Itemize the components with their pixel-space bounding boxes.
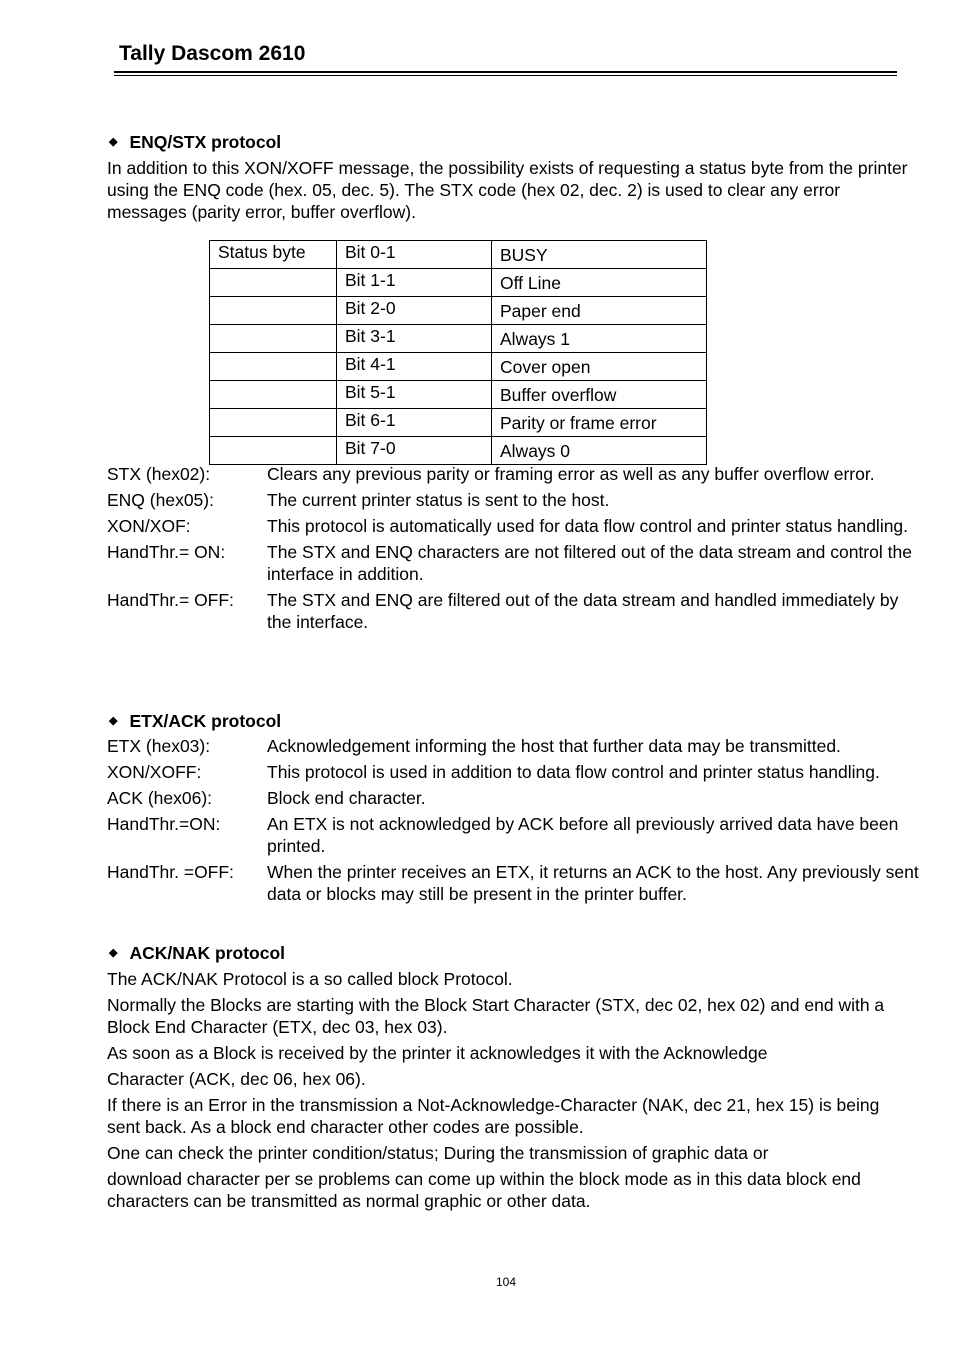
definition-term: ACK (hex06): <box>107 788 213 808</box>
page-number: 104 <box>495 1275 517 1289</box>
status-label-cell: Status byte <box>210 241 337 269</box>
definition-row <box>107 813 919 857</box>
section-heading-text: ACK/NAK protocol <box>129 943 286 963</box>
bit-cell: Bit 0-1 <box>337 241 492 269</box>
definition-description: Acknowledgement informing the host that further data may be transmitted. <box>267 736 841 756</box>
status-label-cell <box>210 409 337 437</box>
table-row <box>210 409 707 437</box>
status-label-cell <box>210 325 337 353</box>
definition-term: ETX (hex03): <box>107 736 211 756</box>
meaning-cell: Cover open <box>492 353 707 381</box>
status-label-cell <box>210 297 337 325</box>
meaning-cell: Off Line <box>492 269 707 297</box>
status-label-cell <box>210 437 337 465</box>
definition-description: When the printer receives an ETX, it returns an ACK to the host. Any previously sent data or blocks may still be present in the printer buffer. <box>267 862 919 904</box>
diamond-bullet-icon: ◆ <box>109 715 118 727</box>
status-label-cell <box>210 381 337 409</box>
diamond-bullet-icon: ◆ <box>109 136 118 148</box>
definition-term: XON/XOFF: <box>107 762 202 782</box>
table-row <box>210 269 707 297</box>
definition-term: HandThr.= OFF: <box>107 590 234 610</box>
header-rule-thin <box>114 75 897 76</box>
paragraph: Normally the Blocks are starting with the Block Start Character (STX, dec 02, hex 02) and end with a Block End Character (ETX, dec 03, hex 03). <box>107 995 885 1037</box>
bit-cell: Bit 6-1 <box>337 409 492 437</box>
bit-cell: Bit 5-1 <box>337 381 492 409</box>
bit-cell: Bit 7-0 <box>337 437 492 465</box>
etx-ack-section <box>107 710 917 732</box>
definition-description: The STX and ENQ are filtered out of the data stream and handled immediately by the interface. <box>267 590 899 632</box>
status-label-cell <box>210 353 337 381</box>
definition-term: XON/XOF: <box>107 516 191 536</box>
bit-cell: Bit 4-1 <box>337 353 492 381</box>
paragraph: If there is an Error in the transmission a Not-Acknowledge-Character (NAK, dec 21, hex 15) is being sent back. As a block end character other codes are possible. <box>107 1095 880 1137</box>
definition-description: This protocol is used in addition to data flow control and printer status handling. <box>267 762 880 782</box>
definition-row <box>107 589 919 633</box>
section-heading-text: ENQ/STX protocol <box>129 132 282 152</box>
paragraph: As soon as a Block is received by the printer it acknowledges it with the Acknowledge <box>107 1043 768 1063</box>
definition-term: HandThr.= ON: <box>107 542 226 562</box>
definition-row <box>107 489 919 511</box>
paragraph: One can check the printer condition/status; During the transmission of graphic data or <box>107 1143 769 1163</box>
definition-term: HandThr.=ON: <box>107 814 221 834</box>
bit-cell: Bit 1-1 <box>337 269 492 297</box>
table-row <box>210 325 707 353</box>
definition-row <box>107 515 919 537</box>
etx-ack-definitions <box>107 735 919 909</box>
table-row <box>210 297 707 325</box>
diamond-bullet-icon: ◆ <box>109 947 118 959</box>
enq-stx-intro: In addition to this XON/XOFF message, the possibility exists of requesting a status byte from the printer using the ENQ code (hex. 05, dec. 5). The STX code (hex 02, dec. 2) is used to clear any error messages (parity error, buffer overflow). <box>107 158 908 222</box>
bit-cell: Bit 3-1 <box>337 325 492 353</box>
definition-row <box>107 735 919 757</box>
definition-row <box>107 761 919 783</box>
status-label-cell <box>210 269 337 297</box>
table-row <box>210 353 707 381</box>
enq-stx-definitions <box>107 463 919 637</box>
paragraph: The ACK/NAK Protocol is a so called block Protocol. <box>107 969 513 989</box>
bit-cell: Bit 2-0 <box>337 297 492 325</box>
definition-description: The STX and ENQ characters are not filtered out of the data stream and control the interface in addition. <box>267 542 912 584</box>
header-rule <box>114 71 897 73</box>
definition-row <box>107 541 919 585</box>
meaning-cell: Buffer overflow <box>492 381 707 409</box>
meaning-cell: Always 1 <box>492 325 707 353</box>
meaning-cell: BUSY <box>492 241 707 269</box>
table-row <box>210 241 707 269</box>
definition-description: The current printer status is sent to the host. <box>267 490 610 510</box>
enq-stx-section <box>107 131 917 223</box>
section-heading <box>107 942 917 964</box>
definition-description: Clears any previous parity or framing error as well as any buffer overflow error. <box>267 464 875 484</box>
definition-description: Block end character. <box>267 788 426 808</box>
section-heading-text: ETX/ACK protocol <box>129 711 282 731</box>
definition-term: HandThr. =OFF: <box>107 862 234 882</box>
meaning-cell: Always 0 <box>492 437 707 465</box>
section-heading <box>107 710 917 732</box>
definition-term: STX (hex02): <box>107 464 211 484</box>
definition-row <box>107 861 919 905</box>
status-byte-table <box>209 240 707 465</box>
definition-row <box>107 787 919 809</box>
definition-description: This protocol is automatically used for data flow control and printer status handling. <box>267 516 909 536</box>
section-heading <box>107 131 917 153</box>
table-row <box>210 437 707 465</box>
meaning-cell: Parity or frame error <box>492 409 707 437</box>
paragraph: Character (ACK, dec 06, hex 06). <box>107 1069 366 1089</box>
ack-nak-section <box>107 942 917 1216</box>
document-header-title: Tally Dascom 2610 <box>119 42 306 65</box>
definition-row <box>107 463 919 485</box>
definition-term: ENQ (hex05): <box>107 490 214 510</box>
paragraph: download character per se problems can come up within the block mode as in this data block end characters can be transmitted as normal graphic or other data. <box>107 1169 861 1211</box>
table-row <box>210 381 707 409</box>
definition-description: An ETX is not acknowledged by ACK before all previously arrived data have been printed. <box>267 814 899 856</box>
meaning-cell: Paper end <box>492 297 707 325</box>
